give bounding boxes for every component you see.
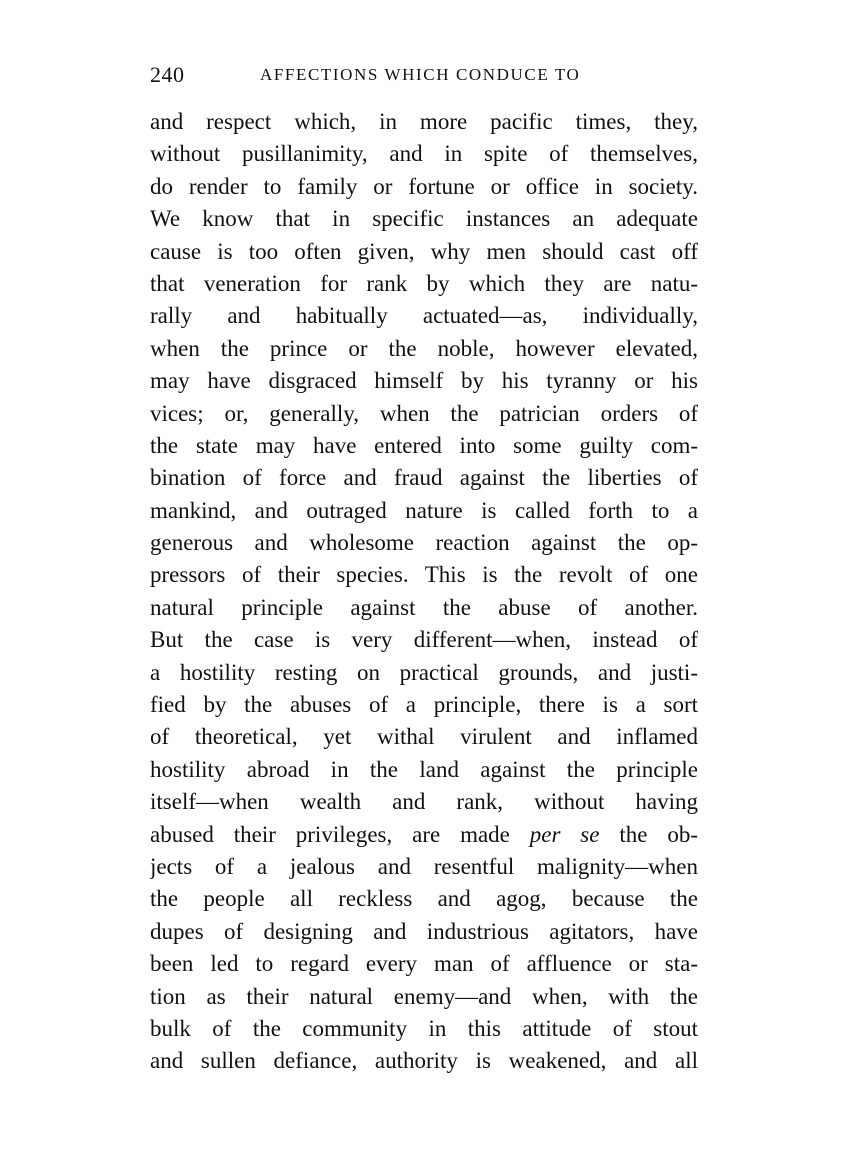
text-line: cause is too often given, why men should cast off [150,238,698,264]
text-line: rally and habitually actuated—as, individually, [150,303,698,329]
text-line: hostility abroad in the land against the principle [150,756,698,782]
text-line: and sullen defiance, authority is weakened, and all [150,1048,698,1074]
body-text [150,106,698,1078]
text-line: dupes of designing and industrious agitators, have [150,918,698,944]
text-line: of theoretical, yet withal virulent and inflamed [150,724,698,750]
text-line: the people all reckless and agog, because the [150,886,698,912]
text-line: may have disgraced himself by his tyranny or his [150,368,698,394]
text-line: that veneration for rank by which they are natu- [150,270,698,296]
text-line: the state may have entered into some guilty com- [150,432,698,458]
text-line: when the prince or the noble, however elevated, [150,335,698,361]
text-line: natural principle against the abuse of another. [150,594,698,620]
text-line: pressors of their species. This is the revolt of one [150,562,698,588]
running-head [150,60,700,90]
text-line: jects of a jealous and resentful malignity—when [150,853,698,879]
text-line: without pusillanimity, and in spite of themselves, [150,141,698,167]
text-line: We know that in specific instances an adequate [150,206,698,232]
text-line: bination of force and fraud against the liberties of [150,465,698,491]
text-line: bulk of the community in this attitude of stout [150,1015,698,1041]
text-line: and respect which, in more pacific times, they, [150,109,698,134]
text-line: fied by the abuses of a principle, there is a sort [150,692,698,718]
text-line: a hostility resting on practical grounds, and justi- [150,659,698,685]
text-line-with-italic [150,819,698,851]
text-line: But the case is very different—when, instead of [150,627,698,653]
text-line: vices; or, generally, when the patrician orders of [150,400,698,426]
text-line: mankind, and outraged nature is called forth to a [150,497,698,523]
line-segment: abused their privileges, are made [150,821,530,847]
italic-phrase: per se [529,821,600,847]
line-segment: the ob- [599,821,698,847]
text-line: tion as their natural enemy—and when, with the [150,983,698,1009]
running-title: AFFECTIONS WHICH CONDUCE TO [260,65,581,84]
text-line: do render to family or fortune or office in society. [150,173,698,199]
text-line: generous and wholesome reaction against the op- [150,530,698,556]
page-number: 240 [150,62,185,87]
text-line: been led to regard every man of affluence or sta- [150,951,698,977]
text-line: itself—when wealth and rank, without having [150,789,698,815]
